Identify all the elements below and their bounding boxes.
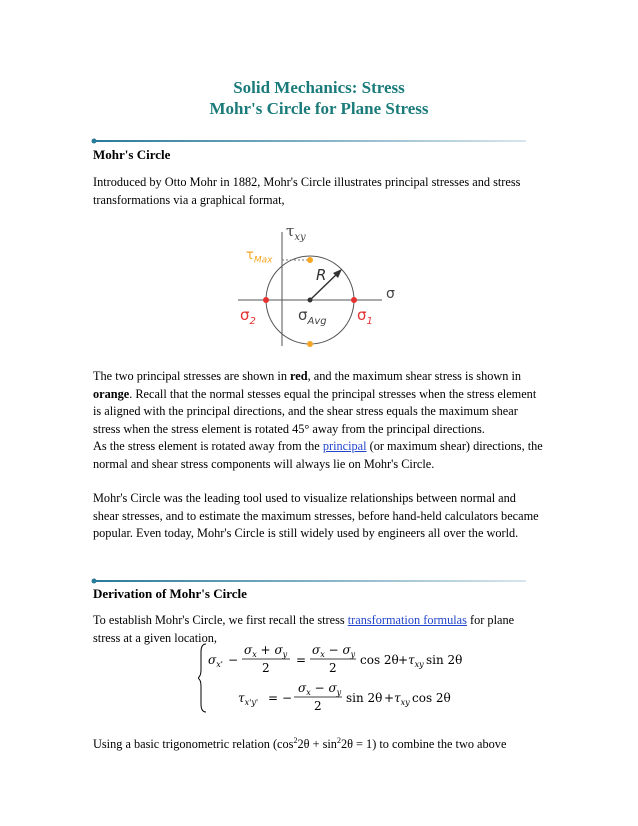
mohrs-circle-figure [232,218,412,353]
svg-text:−: − [282,691,293,705]
tau-max-label: $\tau_{Max}$ [246,248,273,266]
page-title-line-2: Mohr's Circle for Plane Stress [209,99,429,118]
svg-text:σx − σy: $\sigma_x - \sigma_y$ [298,681,342,697]
tau-max-bottom-point [307,341,313,347]
section-heading-derivation: Derivation of Mohr's Circle [93,586,247,601]
history-paragraph: Mohr's Circle was the leading tool used to visualize relationships between normal and shear stresses, and to estimate the maximum stresses, before hand-held calculators became popular. Even today, Mohr's Circle is still widely used by engineers all over the world. [93,491,539,541]
svg-text:2: 2 [262,661,270,675]
svg-text:τxy: $\tau_{xy}$ [408,653,424,669]
section-heading-mohrs-circle: Mohr's Circle [93,147,171,162]
sigma2-point [263,297,269,303]
tau-max-top-point [307,257,313,263]
svg-text:2: 2 [329,661,337,675]
svg-text:+: + [398,653,409,667]
principal-link[interactable]: principal [322,439,367,453]
intro-paragraph: Introduced by Otto Mohr in 1882, Mohr's Circle illustrates principal stresses and stress transformations via a graphical format, [93,175,521,207]
svg-text:−: − [228,653,239,667]
svg-text:=: = [268,691,279,705]
svg-text:σx': $\sigma_{x'}$ [208,653,223,669]
transformation-equations [198,640,468,716]
svg-text:τx'y': $\tau_{x'y'}$ [238,691,259,707]
sigma-axis-label: σ [386,286,395,302]
tau-xy-label: $\tau_{xy}$ [286,222,306,243]
svg-text:+: + [384,691,395,705]
transformation-formulas-link[interactable]: transformation formulas [347,613,467,627]
red-word: red [290,369,308,383]
sigma2-label: $\sigma_2$ [240,306,256,327]
section-rule-1 [90,133,526,147]
principal-stress-paragraph: The two principal stresses are shown in red, and the maximum shear stress is shown in orange. Recall that the normal stesses equal the principal stresses when the stress element is aligned with the principal directions, and the shear stress equals the maximum shear stress when the stress element is rotated 45° away from the principal directions. [93,369,537,436]
svg-text:σx + σy: $\sigma_x + \sigma_y$ [244,643,288,659]
svg-text:σx − σy: $\sigma_x - \sigma_y$ [312,643,356,659]
sigma1-point [351,297,357,303]
radius-label: R [316,266,327,284]
svg-text:sin 2θ: sin 2θ [346,691,383,705]
sigma-avg-label: $\sigma_{Avg}$ [298,306,327,327]
derivation-paragraph: To establish Mohr's Circle, we first recall the stress transformation formulas for plane stress at a given location, [93,613,515,645]
svg-text:τxy: $\tau_{xy}$ [394,691,410,707]
svg-text:=: = [296,653,307,667]
svg-text:cos 2θ: cos 2θ [412,691,451,705]
svg-text:2: 2 [314,699,322,713]
section-rule-2 [90,573,526,587]
rotation-paragraph: As the stress element is rotated away from the principal (or maximum shear) directions, the normal and shear stress components will always lie on Mohr's Circle. [93,439,543,471]
page-title-line-1: Solid Mechanics: Stress [233,78,405,97]
svg-text:sin 2θ: sin 2θ [426,653,463,667]
sigma1-label: $\sigma_1$ [357,306,373,327]
trig-relation-paragraph: Using a basic trigonometric relation $(\cos^22\theta + \sin^22\theta = 1)$ to combine the two above [93,736,507,752]
svg-text:cos 2θ: cos 2θ [360,653,399,667]
orange-word: orange [93,386,130,401]
